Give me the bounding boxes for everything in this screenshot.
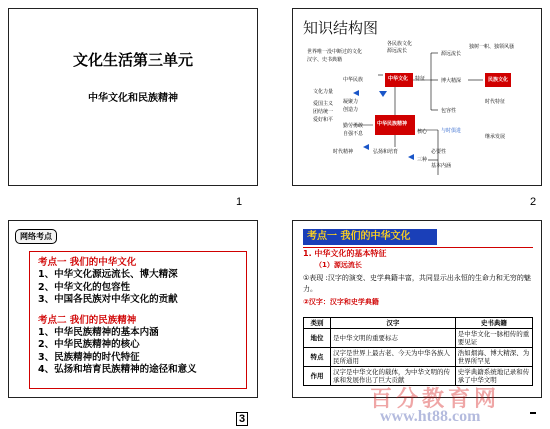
- diagram-node-top2: 源远流长: [387, 48, 408, 54]
- diagram-node-bot1: 弘扬和培育: [373, 149, 399, 155]
- table-cell: 作用: [304, 367, 331, 386]
- comparison-table: [303, 317, 533, 386]
- watermark-url: www.ht88.com: [380, 408, 481, 425]
- exam-point-1-heading: 考点一 我们的中华文化: [38, 257, 137, 268]
- table-row: [304, 329, 533, 348]
- diagram-node-r5: 包容性: [441, 108, 457, 114]
- table-cell: 汉字是中华文化的载体，为中华文明的传承和发展作出了巨大贡献: [331, 367, 456, 386]
- table-cell: 特点: [304, 348, 331, 367]
- exam-point-1-item: 2、中华文化的包容性: [38, 281, 131, 293]
- slide-3[interactable]: [8, 220, 258, 398]
- diagram-node-mid5: 爱国主义: [313, 101, 334, 107]
- diagram-node-r9: 必要性: [431, 149, 447, 155]
- exam-point-2-item: 1、中华民族精神的基本内涵: [38, 326, 159, 338]
- table-cell: 浩如烟海、博大精深、为世界所罕见: [455, 348, 532, 367]
- diagram-node-spirit: 中华民族精神: [377, 121, 408, 127]
- table-header: 汉字: [331, 318, 456, 329]
- diagram-node-r4: 民族文化: [488, 77, 509, 83]
- diagram-node-r6: 时代特征: [485, 99, 506, 105]
- diagram-node-bot4: 三种: [417, 157, 428, 163]
- slide-4[interactable]: [292, 220, 542, 398]
- diagram-node-center: 中华文化: [388, 76, 409, 82]
- diagram-node-r1: 源远流长: [441, 51, 462, 57]
- exam-point-1-item: 3、中国各民族对中华文化的贡献: [38, 294, 178, 305]
- diagram-node-mid6: 团结统一: [313, 109, 334, 115]
- table-cell: 汉字是世界上最古老、今天为中华各族人民所通用: [331, 348, 456, 367]
- point-1-text: ①表现 :汉字的演变、史学典籍丰富，共同显示出永恒的生命力和无穷的魅力。: [303, 274, 531, 293]
- exam-point-2-item: 3、民族精神的时代特征: [38, 351, 140, 363]
- diagram-node-mid8: 勤劳勇敢: [343, 123, 364, 129]
- table-cell: 是中华文化一脉相传的重要见证: [455, 329, 532, 348]
- exam-points-box: [29, 251, 247, 389]
- table-cell: 史学典籍系统地记录和传承了中华文明: [455, 367, 532, 386]
- page-number-2: 2: [530, 196, 537, 208]
- slide-4-header: 考点一 我们的中华文化: [303, 229, 437, 245]
- page-number-3: 3: [236, 412, 248, 426]
- slide-2-title: 知识结构图: [303, 19, 379, 37]
- diagram-node-r3: 博大精深: [441, 78, 462, 84]
- exam-point-2-item: 4、弘扬和培育民族精神的途径和意义: [38, 364, 197, 375]
- table-header: 类别: [304, 318, 331, 329]
- slide-1[interactable]: [8, 8, 258, 186]
- exam-point-2-heading: 考点二 我们的民族精神: [38, 314, 137, 326]
- diagram-node-r2: 独树一帜、独领风骚: [469, 44, 515, 50]
- page-number-1: 1: [236, 196, 243, 208]
- page-number-4: [530, 412, 536, 414]
- table-header: 史书典籍: [455, 318, 532, 329]
- exam-points-banner: 网络考点: [15, 229, 57, 244]
- diagram-node-mid3: 凝聚力: [343, 99, 359, 105]
- exam-point-2-item: 2、中华民族精神的核心: [38, 339, 140, 350]
- slide-1-title: 文化生活第三单元: [72, 51, 193, 69]
- point-1-subtitle: （1）源远流长: [315, 261, 362, 269]
- diagram-node-left1: 世界唯一没中断过的文化: [307, 49, 363, 55]
- diagram-node-mid2: 文化力量: [313, 89, 334, 95]
- diagram-node-mid4: 创造力: [343, 107, 359, 113]
- diagram-node-top1: 各民族文化: [387, 41, 413, 47]
- diagram-node-r10: 基本内涵: [431, 163, 452, 169]
- point-2-text: ②汉字：汉字和史学典籍: [303, 298, 379, 306]
- diagram-node-mid1: 中华民族: [343, 77, 364, 83]
- table-cell: 是中华文明的重要标志: [331, 329, 456, 348]
- watermark-text: 百分教育网: [370, 386, 501, 411]
- diagram-node-bot3: 核心: [417, 129, 428, 135]
- diagram-node-center-tag: 特征: [415, 76, 426, 82]
- diagram-node-bot2: 时代精神: [333, 149, 354, 155]
- diagram-node-r7: 与时俱进: [441, 128, 462, 134]
- diagram-node-left2: 汉字、史书典籍: [307, 57, 343, 63]
- table-row: [304, 348, 533, 367]
- slide-2[interactable]: [292, 8, 542, 186]
- diagram-node-mid9: 自强不息: [343, 131, 364, 137]
- diagram-node-mid7: 爱好和平: [313, 117, 334, 123]
- slide-1-subtitle: 中华文化和民族精神: [88, 93, 178, 104]
- exam-point-1-item: 1、中华文化源远流长、博大精深: [38, 269, 178, 280]
- point-1-title: 1. 中华文化的基本特征: [303, 249, 387, 258]
- diagram-node-r8: 继承发展: [485, 134, 506, 140]
- table-cell: 地位: [304, 329, 331, 348]
